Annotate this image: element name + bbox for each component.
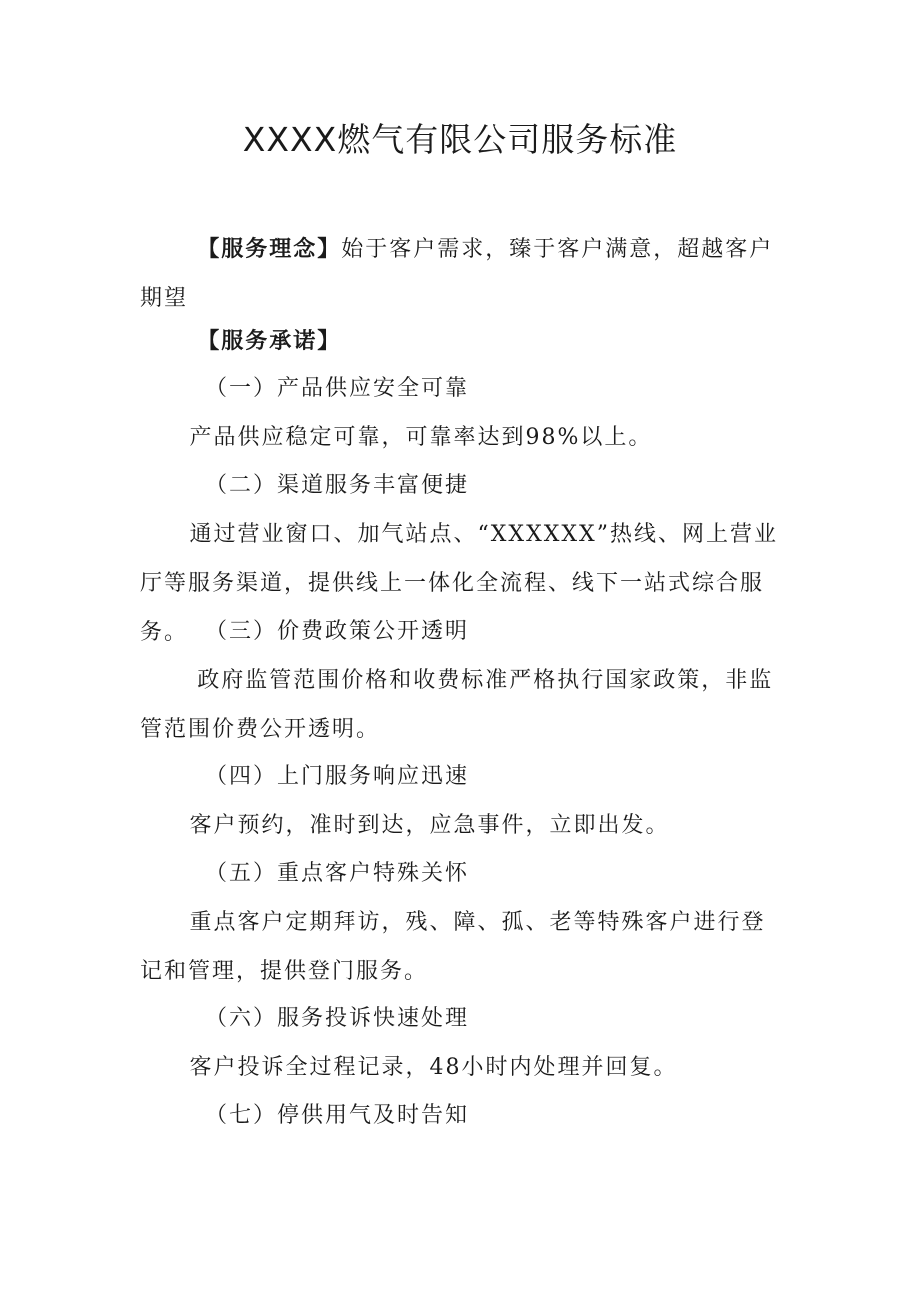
section-body-5: 重点客户定期拜访，残、障、孤、老等特殊客户进行登记和管理，提供登门服务。: [140, 910, 766, 984]
section-heading-5: （五）重点客户特殊关怀: [205, 861, 470, 886]
section-heading-2: （二）渠道服务丰富便捷: [205, 473, 470, 498]
section-body-6: 客户投诉全过程记录，48小时内处理并回复。: [189, 1055, 678, 1080]
document-title: XXXX燃气有限公司服务标准: [242, 120, 678, 159]
philosophy-text: 始于客户需求，臻于客户满意，超越客户期望: [140, 237, 774, 311]
service-philosophy: [140, 225, 785, 323]
section-body-2: 通过营业窗口、加气站点、“XXXXXX”热线、网上营业厅等服务渠道，提供线上一体化全流程、线下一站式综合服务。: [140, 522, 778, 645]
section-heading-6: （六）服务投诉快速处理: [205, 1006, 470, 1031]
section-body-4: 客户预约，准时到达，应急事件，立即出发。: [189, 813, 670, 838]
commitment-label: 【服务承诺】: [197, 329, 342, 354]
section-body-1: 产品供应稳定可靠，可靠率达到98%以上。: [189, 425, 653, 450]
section-heading-4: （四）上门服务响应迅速: [205, 764, 470, 789]
philosophy-label: 【服务理念】: [197, 237, 342, 262]
section-heading-1: （一）产品供应安全可靠: [205, 376, 470, 401]
section-body-3: 政府监管范围价格和收费标准严格执行国家政策，非监管范围价费公开透明。: [140, 668, 774, 742]
section-heading-3: （三）价费政策公开透明: [205, 619, 470, 644]
section-heading-7: （七）停供用气及时告知: [205, 1103, 470, 1128]
